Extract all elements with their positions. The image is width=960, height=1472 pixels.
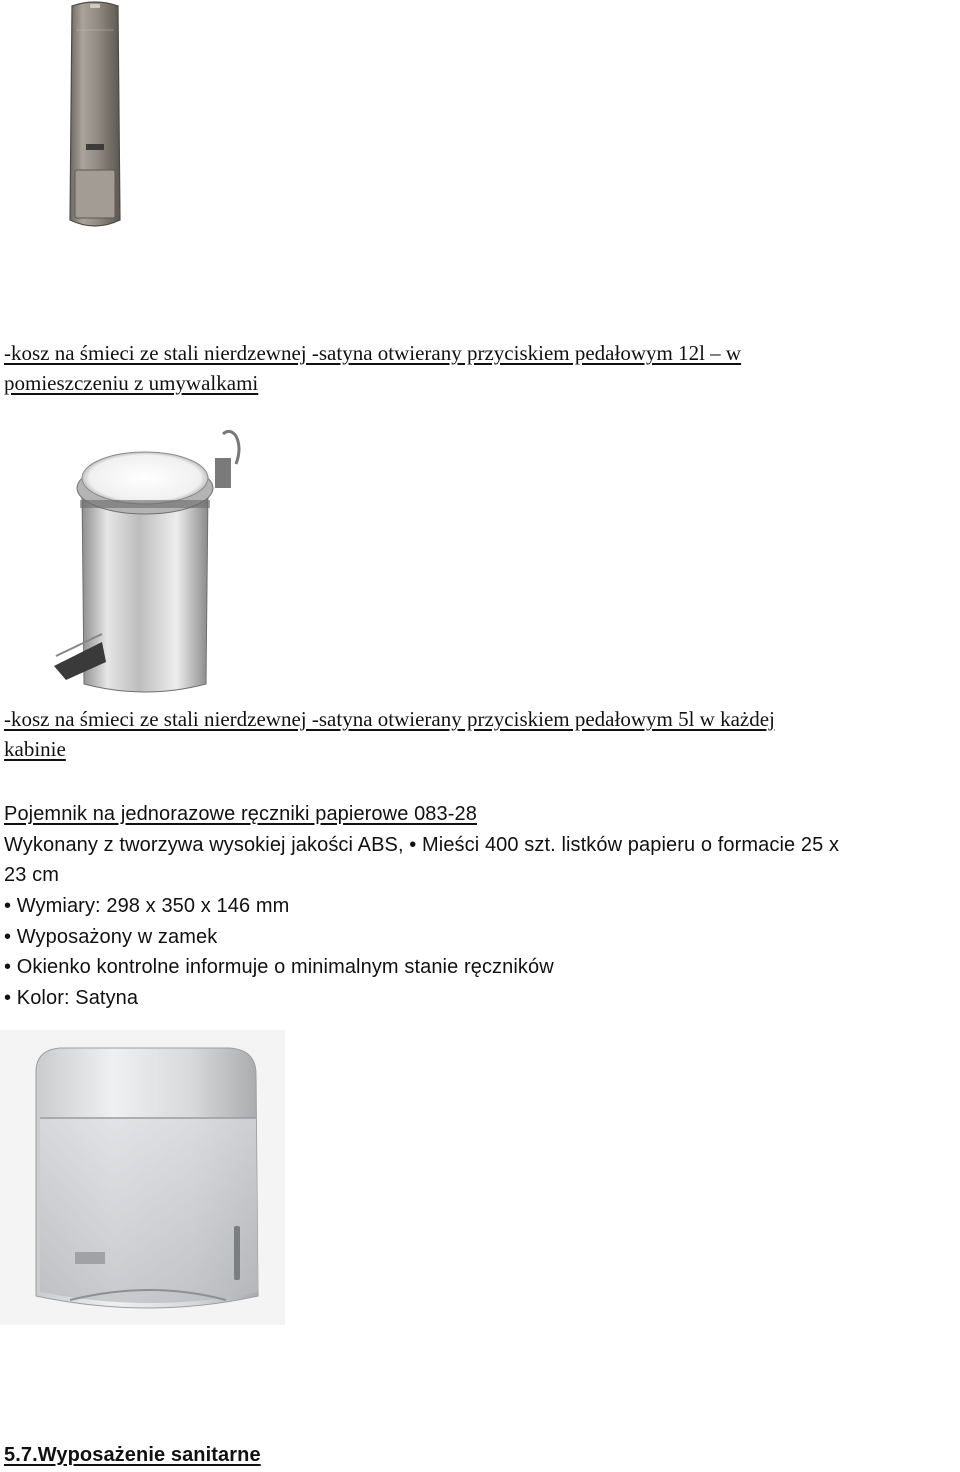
towel-dispenser-desc-line1: Wykonany z tworzywa wysokiej jakości ABS, • Mieści 400 szt. listków papieru o formacie 25 x <box>4 834 840 856</box>
section-heading-sanitary-equipment: 5.7.Wyposażenie sanitarne <box>4 1444 261 1466</box>
heading-12l-bin-line1: -kosz na śmieci ze stali nierdzewnej -satyna otwierany przyciskiem pedałowym 12l – w <box>4 341 742 365</box>
bullet-window: • Okienko kontrolne informuje o minimalnym stanie ręczników <box>4 956 554 978</box>
bullet-color: • Kolor: Satyna <box>4 987 139 1009</box>
soap-dispenser-image <box>66 0 124 230</box>
heading-12l-bin-line2: pomieszczeniu z umywalkami <box>4 371 259 395</box>
heading-5l-bin-line1: -kosz na śmieci ze stali nierdzewnej -satyna otwierany przyciskiem pedałowym 5l w każdej <box>4 707 775 731</box>
pedal-bin-image <box>50 428 245 700</box>
heading-5l-bin-line2: kabinie <box>4 737 66 761</box>
towel-dispenser-image <box>0 1030 285 1325</box>
towel-dispenser-desc-line2: 23 cm <box>4 864 59 886</box>
bullet-lock: • Wyposażony w zamek <box>4 926 218 948</box>
towel-dispenser-title: Pojemnik na jednorazowe ręczniki papierowe 083-28 <box>4 803 477 825</box>
bullet-dimensions: • Wymiary: 298 x 350 x 146 mm <box>4 895 290 917</box>
